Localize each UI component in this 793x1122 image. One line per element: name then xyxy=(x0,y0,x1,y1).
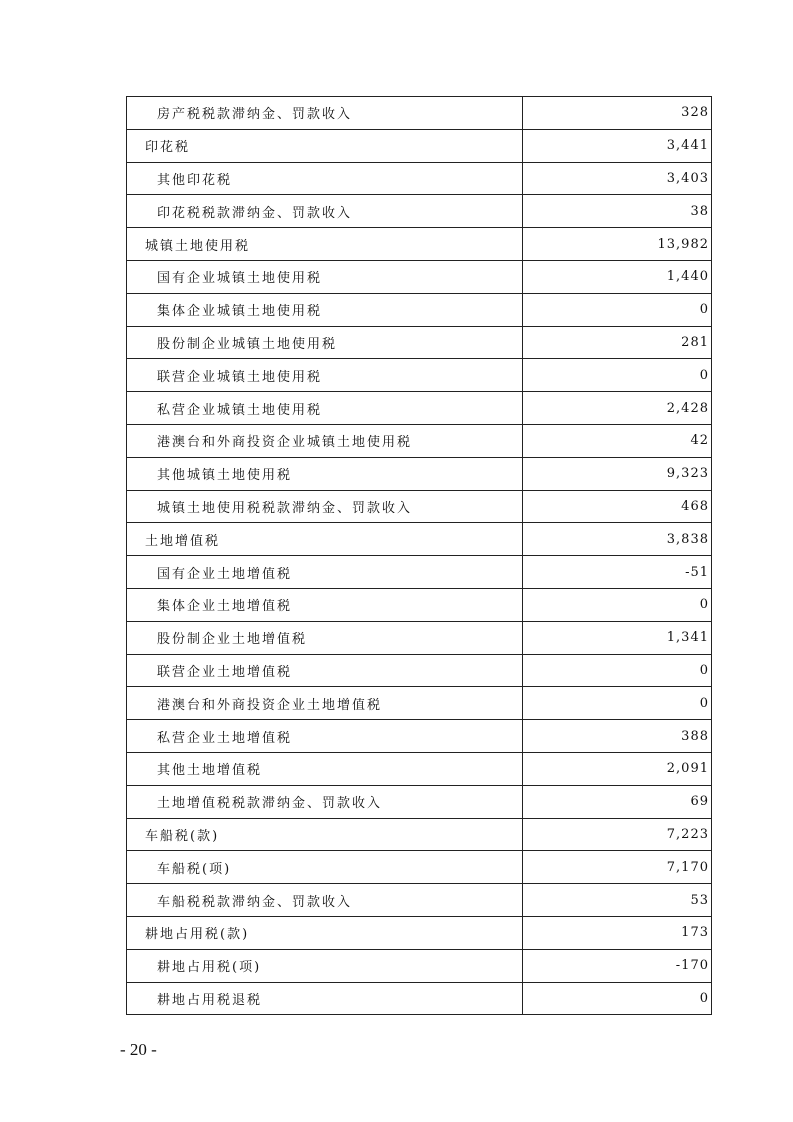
table-row xyxy=(127,687,712,720)
table-row xyxy=(127,752,712,785)
table-row xyxy=(127,720,712,753)
row-value: 2,428 xyxy=(523,392,712,425)
table-row xyxy=(127,392,712,425)
table-row xyxy=(127,523,712,556)
row-label: 港澳台和外商投资企业城镇土地使用税 xyxy=(127,424,523,457)
table-row xyxy=(127,359,712,392)
row-label: 国有企业土地增值税 xyxy=(127,556,523,589)
row-label: 其他土地增值税 xyxy=(127,752,523,785)
row-label: 其他印花税 xyxy=(127,162,523,195)
row-label: 私营企业城镇土地使用税 xyxy=(127,392,523,425)
row-label: 车船税(项) xyxy=(127,851,523,884)
row-value: 53 xyxy=(523,884,712,917)
row-label: 土地增值税 xyxy=(127,523,523,556)
row-value: 38 xyxy=(523,195,712,228)
table-row xyxy=(127,556,712,589)
row-label: 联营企业城镇土地使用税 xyxy=(127,359,523,392)
row-value: 3,441 xyxy=(523,129,712,162)
row-label: 车船税税款滞纳金、罚款收入 xyxy=(127,884,523,917)
table-row xyxy=(127,982,712,1015)
table-row xyxy=(127,228,712,261)
tax-revenue-table xyxy=(126,96,712,1015)
table-row xyxy=(127,490,712,523)
row-value: 7,170 xyxy=(523,851,712,884)
row-value: 0 xyxy=(523,654,712,687)
row-label: 港澳台和外商投资企业土地增值税 xyxy=(127,687,523,720)
table-row xyxy=(127,818,712,851)
row-value: 328 xyxy=(523,97,712,130)
table-row xyxy=(127,457,712,490)
row-value: 281 xyxy=(523,326,712,359)
row-label: 印花税 xyxy=(127,129,523,162)
table-row xyxy=(127,195,712,228)
row-label: 联营企业土地增值税 xyxy=(127,654,523,687)
row-label: 股份制企业土地增值税 xyxy=(127,621,523,654)
table-row xyxy=(127,129,712,162)
row-label: 集体企业城镇土地使用税 xyxy=(127,293,523,326)
table-row xyxy=(127,785,712,818)
row-value: 0 xyxy=(523,588,712,621)
table-row xyxy=(127,884,712,917)
table-row xyxy=(127,424,712,457)
row-value: 9,323 xyxy=(523,457,712,490)
table-row xyxy=(127,326,712,359)
row-value: 69 xyxy=(523,785,712,818)
row-value: 0 xyxy=(523,293,712,326)
row-label: 耕地占用税退税 xyxy=(127,982,523,1015)
row-value: 1,440 xyxy=(523,260,712,293)
page-number: - 20 - xyxy=(120,1040,157,1059)
table-row xyxy=(127,851,712,884)
row-value: 1,341 xyxy=(523,621,712,654)
table-row xyxy=(127,916,712,949)
row-value: 3,838 xyxy=(523,523,712,556)
row-label: 印花税税款滞纳金、罚款收入 xyxy=(127,195,523,228)
table-row xyxy=(127,162,712,195)
table-row xyxy=(127,293,712,326)
row-label: 集体企业土地增值税 xyxy=(127,588,523,621)
row-label: 其他城镇土地使用税 xyxy=(127,457,523,490)
row-value: 0 xyxy=(523,982,712,1015)
table-row xyxy=(127,97,712,130)
row-label: 城镇土地使用税 xyxy=(127,228,523,261)
row-value: 42 xyxy=(523,424,712,457)
row-value: 388 xyxy=(523,720,712,753)
table-row xyxy=(127,621,712,654)
row-value: 173 xyxy=(523,916,712,949)
row-value: 468 xyxy=(523,490,712,523)
row-value: 7,223 xyxy=(523,818,712,851)
table-row xyxy=(127,654,712,687)
row-label: 私营企业土地增值税 xyxy=(127,720,523,753)
row-value: 0 xyxy=(523,359,712,392)
row-value: 0 xyxy=(523,687,712,720)
row-label: 土地增值税税款滞纳金、罚款收入 xyxy=(127,785,523,818)
row-value: 3,403 xyxy=(523,162,712,195)
table-row xyxy=(127,949,712,982)
table-body xyxy=(127,97,712,1015)
row-value: -170 xyxy=(523,949,712,982)
row-label: 车船税(款) xyxy=(127,818,523,851)
row-value: 2,091 xyxy=(523,752,712,785)
row-label: 国有企业城镇土地使用税 xyxy=(127,260,523,293)
table-row xyxy=(127,260,712,293)
row-value: -51 xyxy=(523,556,712,589)
row-label: 耕地占用税(款) xyxy=(127,916,523,949)
row-value: 13,982 xyxy=(523,228,712,261)
row-label: 耕地占用税(项) xyxy=(127,949,523,982)
row-label: 城镇土地使用税税款滞纳金、罚款收入 xyxy=(127,490,523,523)
row-label: 股份制企业城镇土地使用税 xyxy=(127,326,523,359)
row-label: 房产税税款滞纳金、罚款收入 xyxy=(127,97,523,130)
table-row xyxy=(127,588,712,621)
